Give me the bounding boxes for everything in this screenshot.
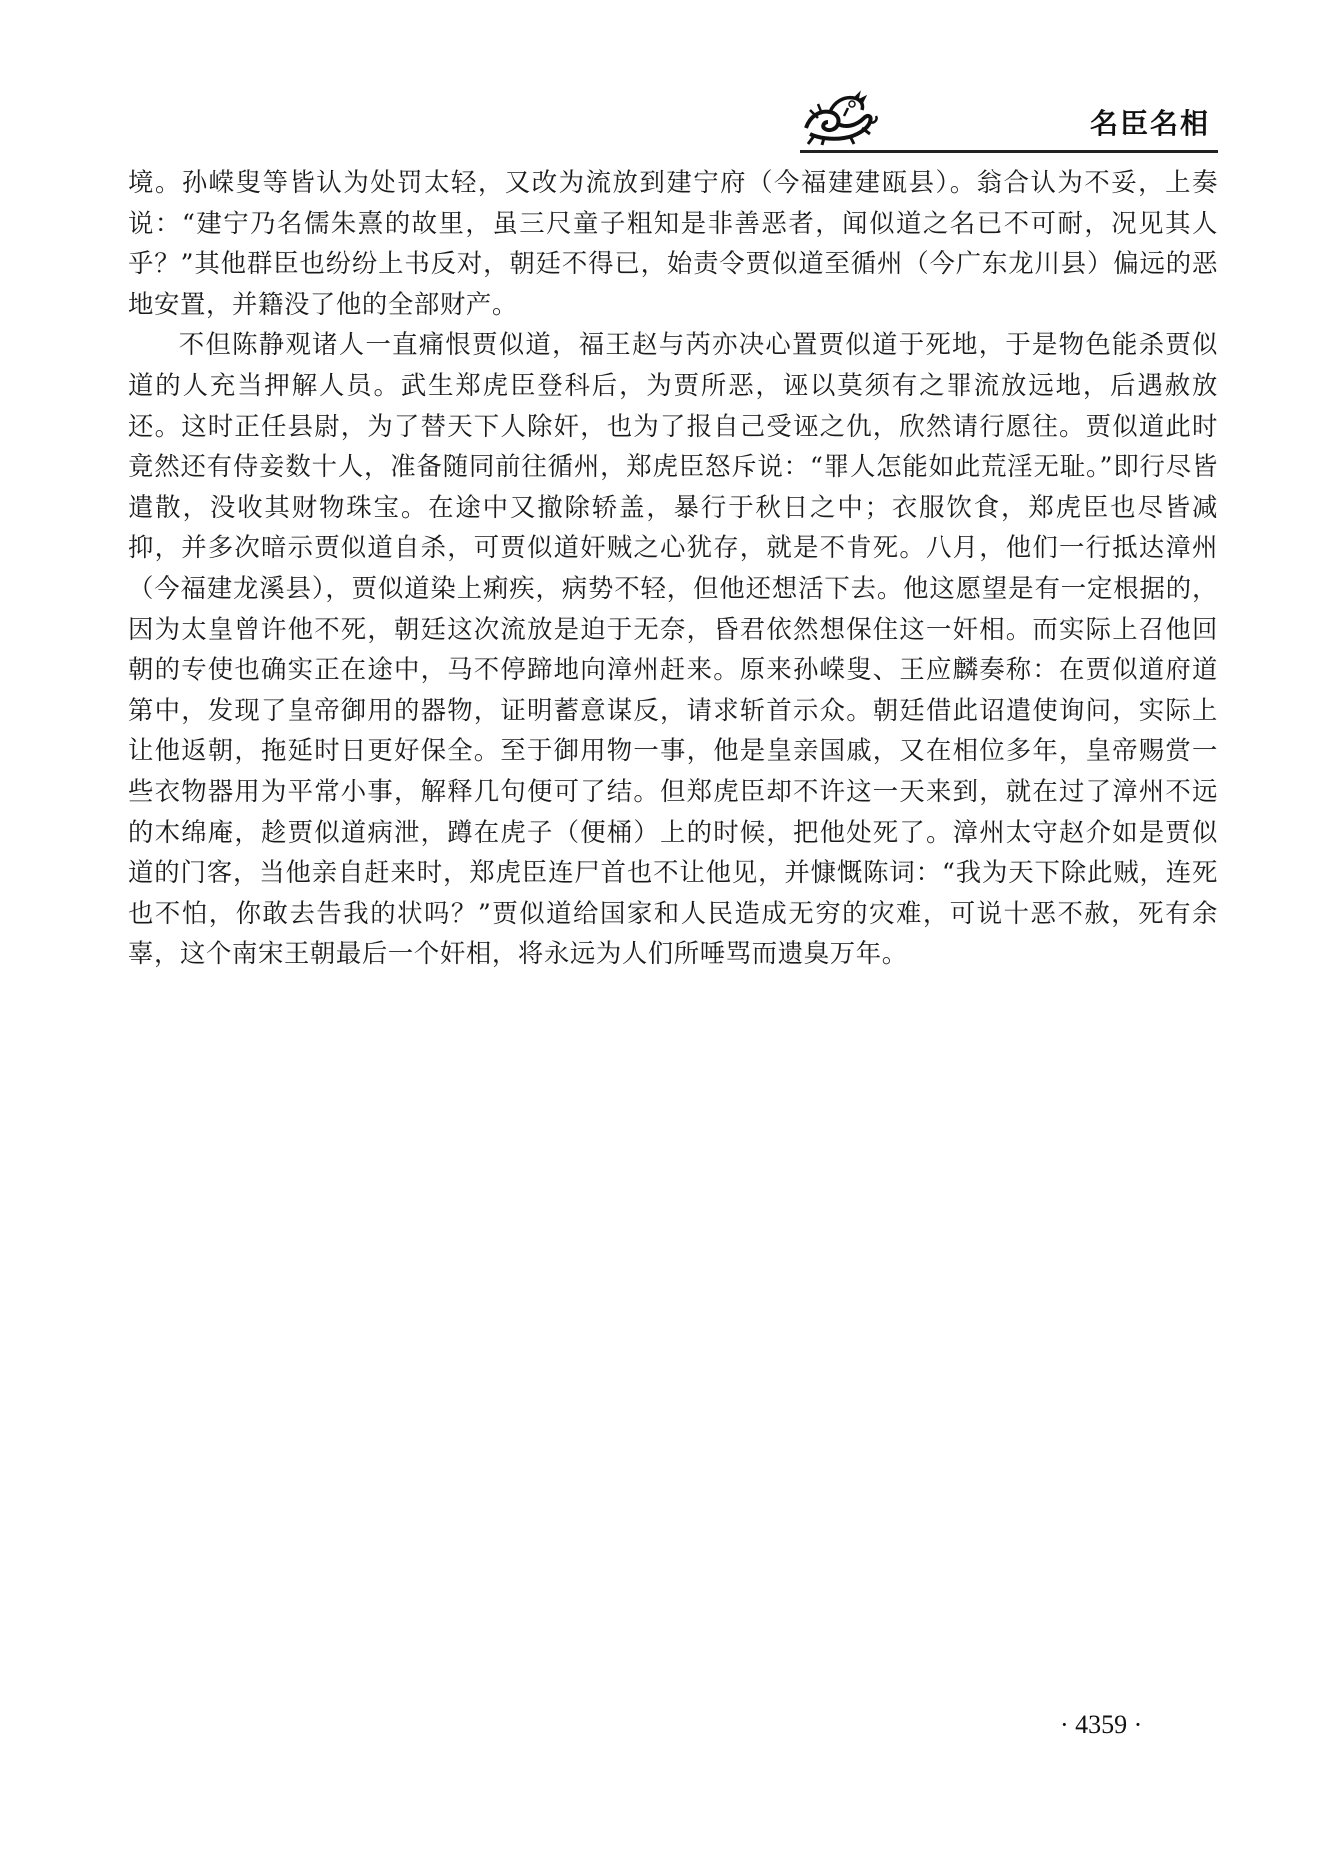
header-title: 名臣名相 [1089, 107, 1210, 140]
running-header [800, 88, 1218, 152]
paragraph-continued: 境。孙嵘叟等皆认为处罚太轻，又改为流放到建宁府（今福建建瓯县）。翁合认为不妥，上奏说：“建宁乃名儒朱熹的故里，虽三尺童子粗知是非善恶者，闻似道之名已不可耐，况见其人乎？”其他群臣也纷纷上书反对，朝廷不得已，始责令贾似道至循州（今广东龙川县）偏远的恶地安置，并籍没了他的全部财产。 [128, 167, 1218, 319]
paragraph: 不但陈静观诸人一直痛恨贾似道，福王赵与芮亦决心置贾似道于死地，于是物色能杀贾似道的人充当押解人员。武生郑虎臣登科后，为贾所恶，诬以莫须有之罪流放远地，后遇赦放还。这时正任县尉，为了替天下人除奸，也为了报自己受诬之仇，欣然请行愿往。贾似道此时竟然还有侍妾数十人，准备随同前往循州，郑虎臣怒斥说：“罪人怎能如此荒淫无耻。”即行尽皆遣散，没收其财物珠宝。在途中又撤除轿盖，暴行于秋日之中；衣服饮食，郑虎臣也尽皆减抑，并多次暗示贾似道自杀，可贾似道奸贼之心犹存，就是不肯死。八月，他们一行抵达漳州（今福建龙溪县），贾似道染上痢疾，病势不轻，但他还想活下去。他这愿望是有一定根据的，因为太皇曾许他不死，朝廷这次流放是迫于无奈，昏君依然想保住这一奸相。而实际上召他回朝的专使也确实正在途中，马不停蹄地向漳州赶来。原来孙嵘叟、王应麟奏称：在贾似道府道第中，发现了皇帝御用的器物，证明蓄意谋反，请求斩首示众。朝廷借此诏遣使询问，实际上让他返朝，拖延时日更好保全。至于御用物一事，他是皇亲国戚，又在相位多年，皇帝赐赏一些衣物器用为平常小事，解释几句便可了结。但郑虎臣却不许这一天来到，就在过了漳州不远的木绵庵，趁贾似道病泄，蹲在虎子（便桶）上的时候，把他处死了。漳州太守赵介如是贾似道的门客，当他亲自赶来时，郑虎臣连尸首也不让他见，并慷慨陈词：“我为天下除此贼，连死也不怕，你敢去告我的状吗？”贾似道给国家和人民造成无穷的灾难，可说十恶不赦，死有余辜，这个南宋王朝最后一个奸相，将永远为人们所唾骂而遗臭万年。 [128, 329, 1218, 969]
dragon-emblem-icon [800, 88, 880, 146]
page-number: · 4359 · [1060, 1710, 1143, 1739]
header-rule [800, 150, 1218, 153]
article-body [128, 162, 1218, 974]
